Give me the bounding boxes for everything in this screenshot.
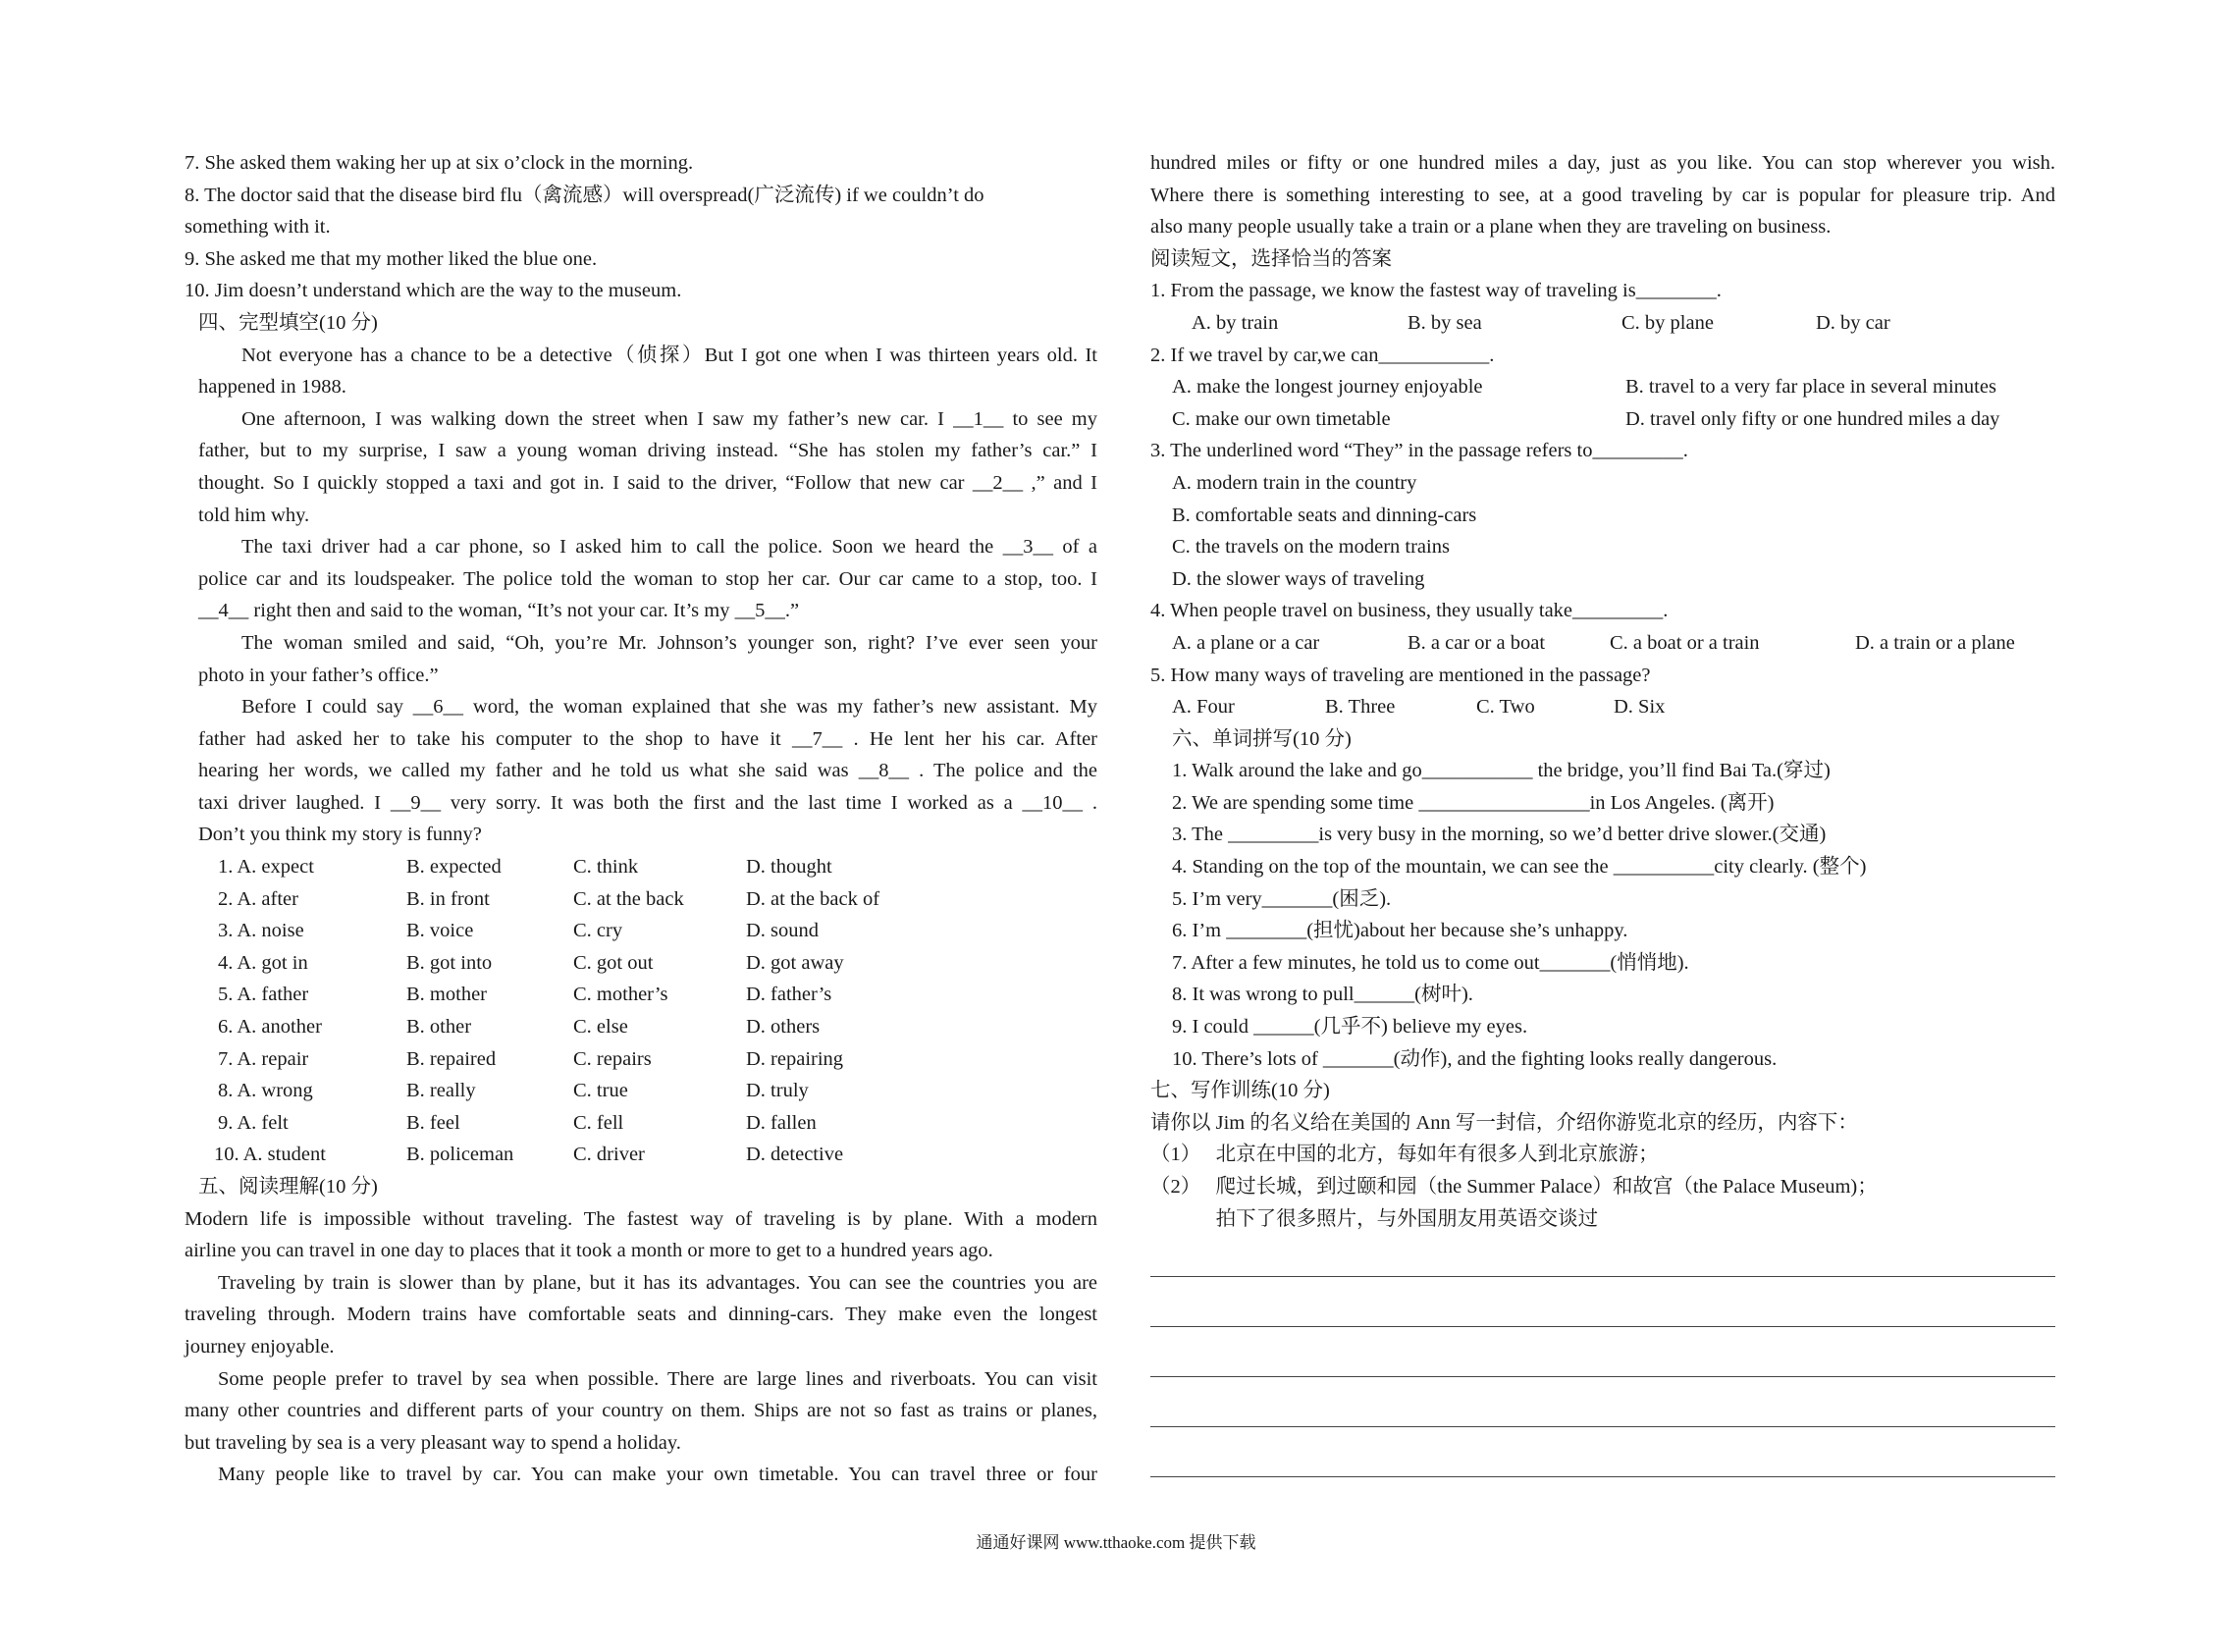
spelling-item: 6. I’m ________(担忧)about her because she’s unhappy. — [1172, 920, 1628, 942]
reading-heading: 五、阅读理解(10 分) — [198, 1176, 378, 1198]
answer-line — [1150, 1327, 2055, 1377]
option-row: 10. A. student B. policeman C. driver D. detective — [214, 1144, 844, 1166]
error-item: something with it. — [185, 216, 331, 239]
question-options: A. by train B. by sea C. by plane D. by car — [1192, 311, 1890, 334]
option-line: D. the slower ways of traveling — [1172, 567, 1425, 590]
error-item: 7. She asked them waking her up at six o’clock in the morning. — [185, 152, 694, 174]
cloze-paragraph-4: The woman smiled and said, “Oh, you’re Mr. Johnson’s younger son, right? I’ve ever seen your photo in your father’s office.” — [198, 631, 1097, 686]
question-options: A. make the longest journey enjoyable B. travel to a very far place in several minutes — [1172, 376, 1996, 399]
option-row: 1. A. expect B. expected C. think D. thought — [218, 856, 832, 879]
cloze-paragraph-2: One afternoon, I was walking down the street when I saw my father’s new car. I __1__ to see my father, but to my surprise, I saw a young woman driving instead. “She has stolen my father’s car.” I thought. So I quickly stopped a taxi and got in. I said to the driver, “Follow that new car __2__ ,” and I told him why. — [198, 407, 1097, 526]
spelling-item: 7. After a few minutes, he told us to come out_______(悄悄地). — [1172, 951, 1689, 974]
spelling-heading: 六、单词拼写(10 分) — [1172, 727, 1352, 750]
option-row: 8. A. wrong B. really C. true D. truly — [218, 1080, 809, 1102]
right-column — [1150, 147, 2055, 1235]
cloze-paragraph-5: Before I could say __6__ word, the woman explained that she was my father’s new assistant. My father had asked her to take his computer to the shop to have it __7__ . He lent her his car. After hearing her words, we called my father and he told us what she said was __8__ . The police and the taxi driver laughed. I __9__ very sorry. It was both the first and the last time I worked as a __10__ . Don’t you think my story is funny? — [198, 696, 1097, 846]
reading-paragraph-1: Modern life is impossible without traveling. The fastest way of traveling is by plane. With a modern airline you can travel in one day to places that it took a month or more to get to a hundred years ago. — [185, 1207, 1097, 1262]
reading-paragraph-4: Many people like to travel by car. You can make your own timetable. You can travel three or four — [218, 1464, 1097, 1486]
question: 1. From the passage, we know the fastest way of traveling is________. — [1150, 280, 1722, 302]
reading-paragraph-3: Some people prefer to travel by sea when possible. There are large lines and riverboats. You can visit many other countries and different parts of your country on them. Ships are not so fast as trains or planes, but traveling by sea is a very pleasant way to spend a holiday. — [185, 1367, 1097, 1454]
answer-line — [1150, 1377, 2055, 1427]
writing-heading: 七、写作训练(10 分) — [1150, 1080, 1330, 1102]
question: 3. The underlined word “They” in the passage refers to_________. — [1150, 440, 1688, 462]
cloze-paragraph-1: Not everyone has a chance to be a detective（侦探）But I got one when I was thirteen years old. It happened in 1988. — [198, 344, 1097, 399]
option-row: 3. A. noise B. voice C. cry D. sound — [218, 920, 820, 942]
writing-point: （1） 北京在中国的北方，每如年有很多人到北京旅游； — [1150, 1144, 1659, 1166]
spelling-item: 10. There’s lots of _______(动作), and the fighting looks really dangerous. — [1172, 1047, 1778, 1070]
writing-point: 拍下了很多照片，与外国朋友用英语交谈过 — [1150, 1207, 1599, 1230]
spelling-item: 4. Standing on the top of the mountain, we can see the __________city clearly. (整个) — [1172, 856, 1867, 879]
writing-answer-lines — [1150, 1227, 2055, 1477]
question-options: C. make our own timetable D. travel only fifty or one hundred miles a day — [1172, 407, 2000, 430]
option-row: 5. A. father B. mother C. mother’s D. father’s — [218, 984, 832, 1006]
question: 5. How many ways of traveling are mentioned in the passage? — [1150, 664, 1651, 686]
error-item: 10. Jim doesn’t understand which are the way to the museum. — [185, 280, 682, 302]
answer-line — [1150, 1427, 2055, 1477]
option-line: B. comfortable seats and dinning-cars — [1172, 504, 1477, 526]
spelling-item: 8. It was wrong to pull______(树叶). — [1172, 984, 1473, 1006]
option-row: 9. A. felt B. feel C. fell D. fallen — [218, 1111, 817, 1134]
spelling-item: 9. I could ______(几乎不) believe my eyes. — [1172, 1016, 1528, 1039]
question: 2. If we travel by car,we can___________. — [1150, 344, 1495, 366]
option-row: 7. A. repair B. repaired C. repairs D. repairing — [218, 1047, 844, 1070]
spelling-item: 2. We are spending some time _________________in Los Angeles. (离开) — [1172, 791, 1775, 814]
left-column — [185, 147, 1097, 1491]
error-item: 9. She asked me that my mother liked the blue one. — [185, 247, 598, 270]
question: 4. When people travel on business, they usually take_________. — [1150, 600, 1669, 622]
spelling-item: 1. Walk around the lake and go___________ the bridge, you’ll find Bai Ta.(穿过) — [1172, 760, 1831, 782]
writing-intro: 请你以 Jim 的名义给在美国的 Ann 写一封信，介绍你游览北京的经历，内容下： — [1150, 1111, 1858, 1134]
answer-line — [1150, 1227, 2055, 1277]
option-line: C. the travels on the modern trains — [1172, 536, 1450, 559]
option-line: A. modern train in the country — [1172, 471, 1417, 494]
question-options: A. Four B. Three C. Two D. Six — [1172, 696, 1666, 719]
option-row: 4. A. got in B. got into C. got out D. got away — [218, 951, 844, 974]
cloze-heading: 四、完型填空(10 分) — [198, 311, 378, 334]
cloze-paragraph-3: The taxi driver had a car phone, so I asked him to call the police. Soon we heard the __3__ of a police car and its loudspeaker. The police told the woman to stop her car. Our car came to a stop, too. I __4__ right then and said to the woman, “It’s not your car. It’s my __5__.” — [198, 536, 1097, 622]
error-item: 8. The doctor said that the disease bird flu（禽流感）will overspread(广泛流传) if we couldn’t do — [185, 184, 984, 206]
question-options: A. a plane or a car B. a car or a boat C. a boat or a train D. a train or a plane — [1172, 631, 2015, 654]
spelling-item: 3. The _________is very busy in the morning, so we’d better drive slower.(交通) — [1172, 824, 1827, 846]
answer-line — [1150, 1277, 2055, 1327]
page-footer: 通通好课网 www.tthaoke.com 提供下载 — [976, 1533, 1256, 1552]
option-row: 6. A. another B. other C. else D. others — [218, 1016, 821, 1039]
spelling-item: 5. I’m very_______(困乏). — [1172, 887, 1392, 910]
reading-paragraph-4-continued: hundred miles or fifty or one hundred miles a day, just as you like. You can stop wherever you wish. Where there is something interesting to see, at a good traveling by car is popular for pleasure trip. And also many people usually take a train or a plane when they are traveling on business. — [1150, 152, 2055, 239]
reading-paragraph-2: Traveling by train is slower than by plane, but it has its advantages. You can see the countries you are traveling through. Modern trains have comfortable seats and dinning-cars. They make even the longest journey enjoyable. — [185, 1271, 1097, 1358]
writing-point: （2） 爬过长城，到过颐和园（the Summer Palace）和故宫（the Palace Museum)； — [1150, 1176, 1878, 1198]
option-row: 2. A. after B. in front C. at the back D. at the back of — [218, 887, 880, 910]
reading-instruction: 阅读短文，选择恰当的答案 — [1150, 247, 1392, 270]
cloze-options — [185, 851, 1097, 1171]
